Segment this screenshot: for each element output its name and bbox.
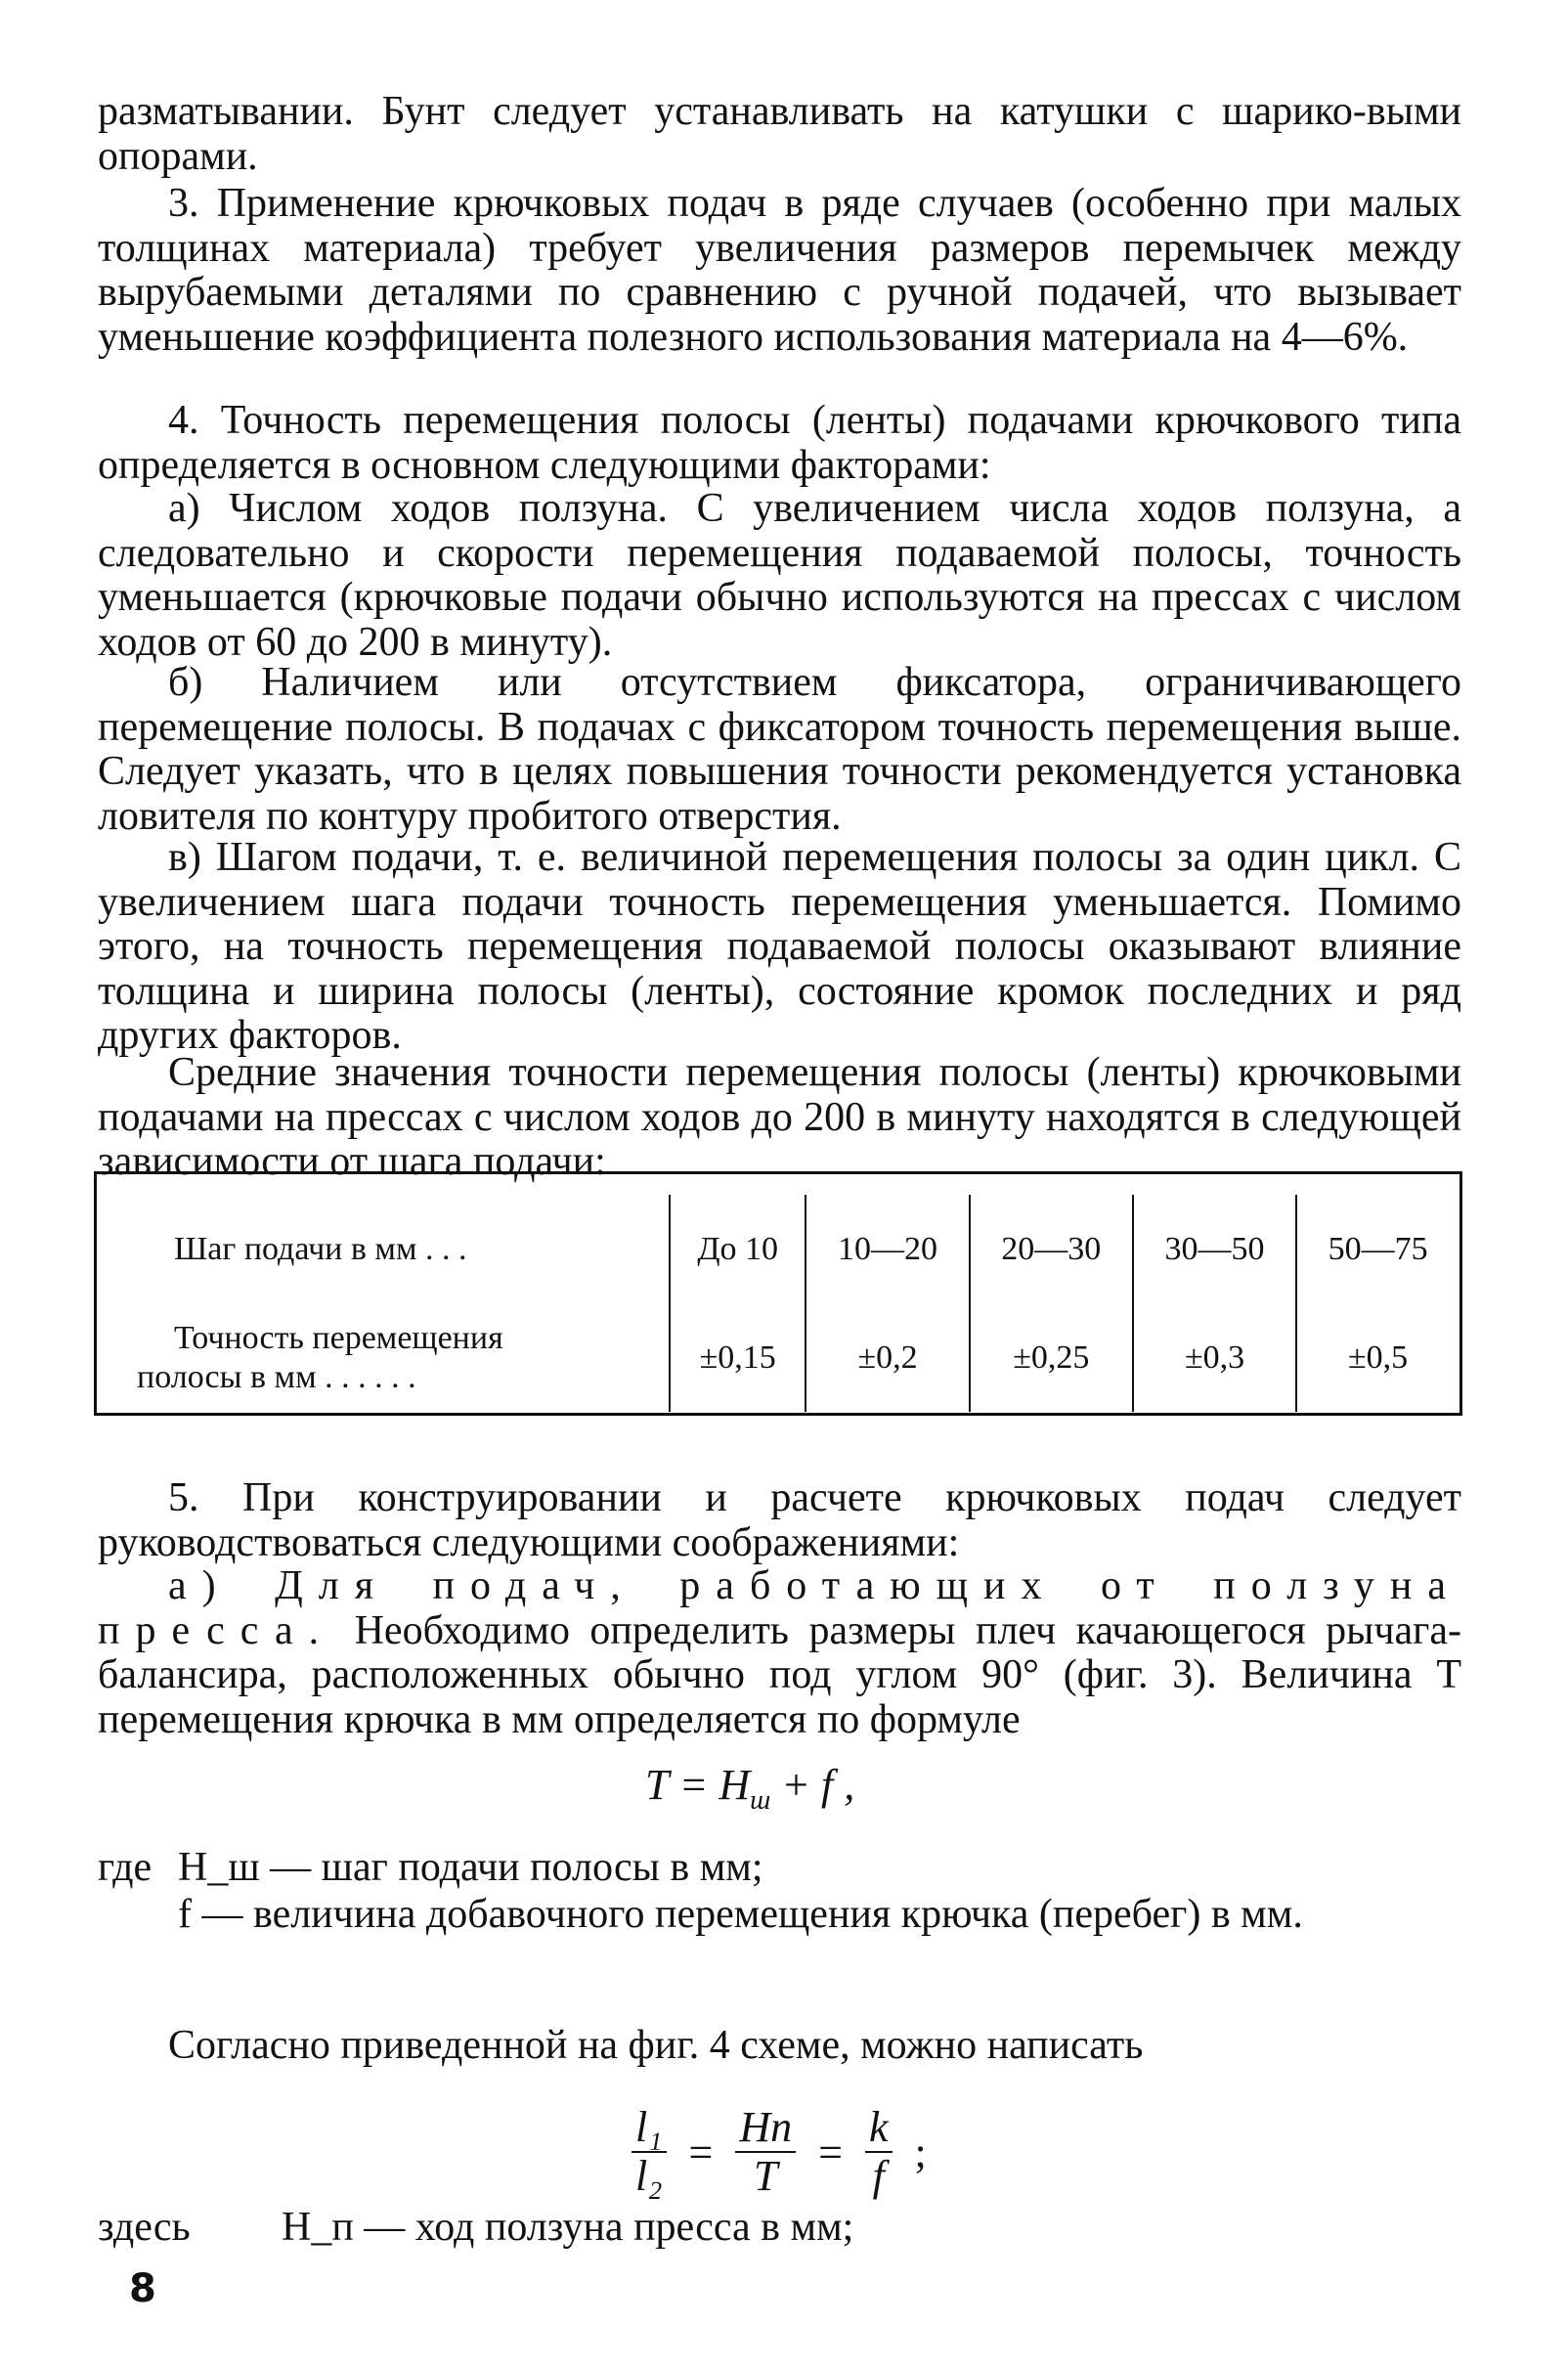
paragraph-5a <box>98 1564 1461 1742</box>
page-number: 8 <box>129 2266 156 2311</box>
frac-den: l₂ <box>635 2152 663 2200</box>
formula-t-right: + f , <box>781 1761 855 1809</box>
paragraph-scheme: Согласно приведенной на фиг. 4 схеме, можно написать <box>168 2023 1144 2068</box>
frac-num: Hп <box>735 2104 796 2153</box>
table-cell: ±0,2 <box>806 1304 969 1412</box>
step-label: Шаг подачи в мм . . . <box>174 1231 467 1267</box>
formula-t-left: T = H <box>645 1761 751 1809</box>
paragraph-5a-heading: а) Для подач, работающих от ползуна пресса. <box>98 1563 1461 1653</box>
paragraph-continued: разматывании. Бунт следует устанавливать на катушки с шарико-выми опорами. <box>98 89 1461 179</box>
fraction-k <box>865 2104 893 2200</box>
paragraph-average-values: Средние значения точности перемещения полосы (ленты) крючковыми подачами на прессах с числом ходов до 200 в минуту находятся в следующей зависимости от шага подачи: <box>98 1050 1461 1184</box>
formula-ratios <box>626 2104 933 2200</box>
paragraph-5: 5. При конструировании и расчете крючковых подач следует руководствоваться следующими соображениями: <box>98 1475 1461 1565</box>
paragraph-4c: в) Шагом подачи, т. е. величиной перемещения полосы за один цикл. С увеличением шага подачи точность перемещения уменьшается. Помимо этого, на точность перемещения подаваемой полосы оказывают влияние толщина и ширина полосы (ленты), состояние кромок последних и ряд других факторов. <box>98 835 1461 1058</box>
accuracy-table <box>98 1195 1459 1412</box>
here-item-1: H_п — ход ползуна пресса в мм; <box>282 2205 854 2250</box>
where-item-2: f — величина добавочного перемещения крючка (перебег) в мм. <box>178 1892 1303 1937</box>
table-cell: 30—50 <box>1133 1195 1296 1304</box>
paragraph-5a-text: Необходимо определить размеры плеч качающегося рычага-балансира, расположенных обычно под углом 90° (фиг. 3). Величина T перемещения крючка в мм определяется по формуле <box>98 1607 1461 1742</box>
formula-t <box>645 1760 854 1817</box>
frac-den: T <box>754 2152 778 2200</box>
paragraph-4b: б) Наличием или отсутствием фиксатора, ограничивающего перемещение полосы. В подачах с фиксатором точность перемещения выше. Следует указать, что в целях повышения точности рекомендуется установка ловителя по контуру пробитого отверстия. <box>98 660 1461 839</box>
accuracy-label <box>98 1304 670 1412</box>
here-lead: здесь <box>98 2205 191 2250</box>
equals-sign: = <box>818 2128 843 2176</box>
formula-t-sub: ш <box>750 1784 771 1816</box>
paragraph-4: 4. Точность перемещения полосы (ленты) подачами крючкового типа определяется в основном следующими факторами: <box>98 398 1461 488</box>
table-row <box>98 1304 1459 1412</box>
frac-den: f <box>872 2152 885 2200</box>
accuracy-label-line1: Точность перемещения <box>174 1320 503 1356</box>
frac-num: l₁ <box>632 2104 667 2153</box>
equals-sign: = <box>688 2128 714 2176</box>
semicolon: ; <box>914 2128 927 2176</box>
table-cell: ±0,5 <box>1296 1304 1459 1412</box>
table-cell: 10—20 <box>806 1195 969 1304</box>
table-cell: ±0,25 <box>970 1304 1133 1412</box>
where-lead: где <box>98 1845 152 1890</box>
table-cell: ±0,15 <box>670 1304 806 1412</box>
frac-num: k <box>865 2104 893 2153</box>
paragraph-3: 3. Применение крючковых подач в ряде случаев (особенно при малых толщинах материала) требует увеличения размеров перемычек между вырубаемыми деталями по сравнению с ручной подачей, что вызывает уменьшение коэффициента полезного использования материала на 4—6%. <box>98 181 1461 360</box>
accuracy-label-line2: полосы в мм . . . . . . <box>137 1359 416 1395</box>
table-row <box>98 1195 1459 1304</box>
table-cell: 20—30 <box>970 1195 1133 1304</box>
table-cell: 50—75 <box>1296 1195 1459 1304</box>
table-cell: До 10 <box>670 1195 806 1304</box>
paragraph-4a: а) Числом ходов ползуна. С увеличением числа ходов ползуна, а следовательно и скорости перемещения подаваемой полосы, точность уменьшается (крючковые подачи обычно используются на прессах с числом ходов от 60 до 200 в минуту). <box>98 486 1461 665</box>
fraction-h <box>735 2104 796 2200</box>
where-item-1: H_ш — шаг подачи полосы в мм; <box>178 1845 763 1890</box>
table-cell: ±0,3 <box>1133 1304 1296 1412</box>
fraction-l <box>632 2104 667 2200</box>
